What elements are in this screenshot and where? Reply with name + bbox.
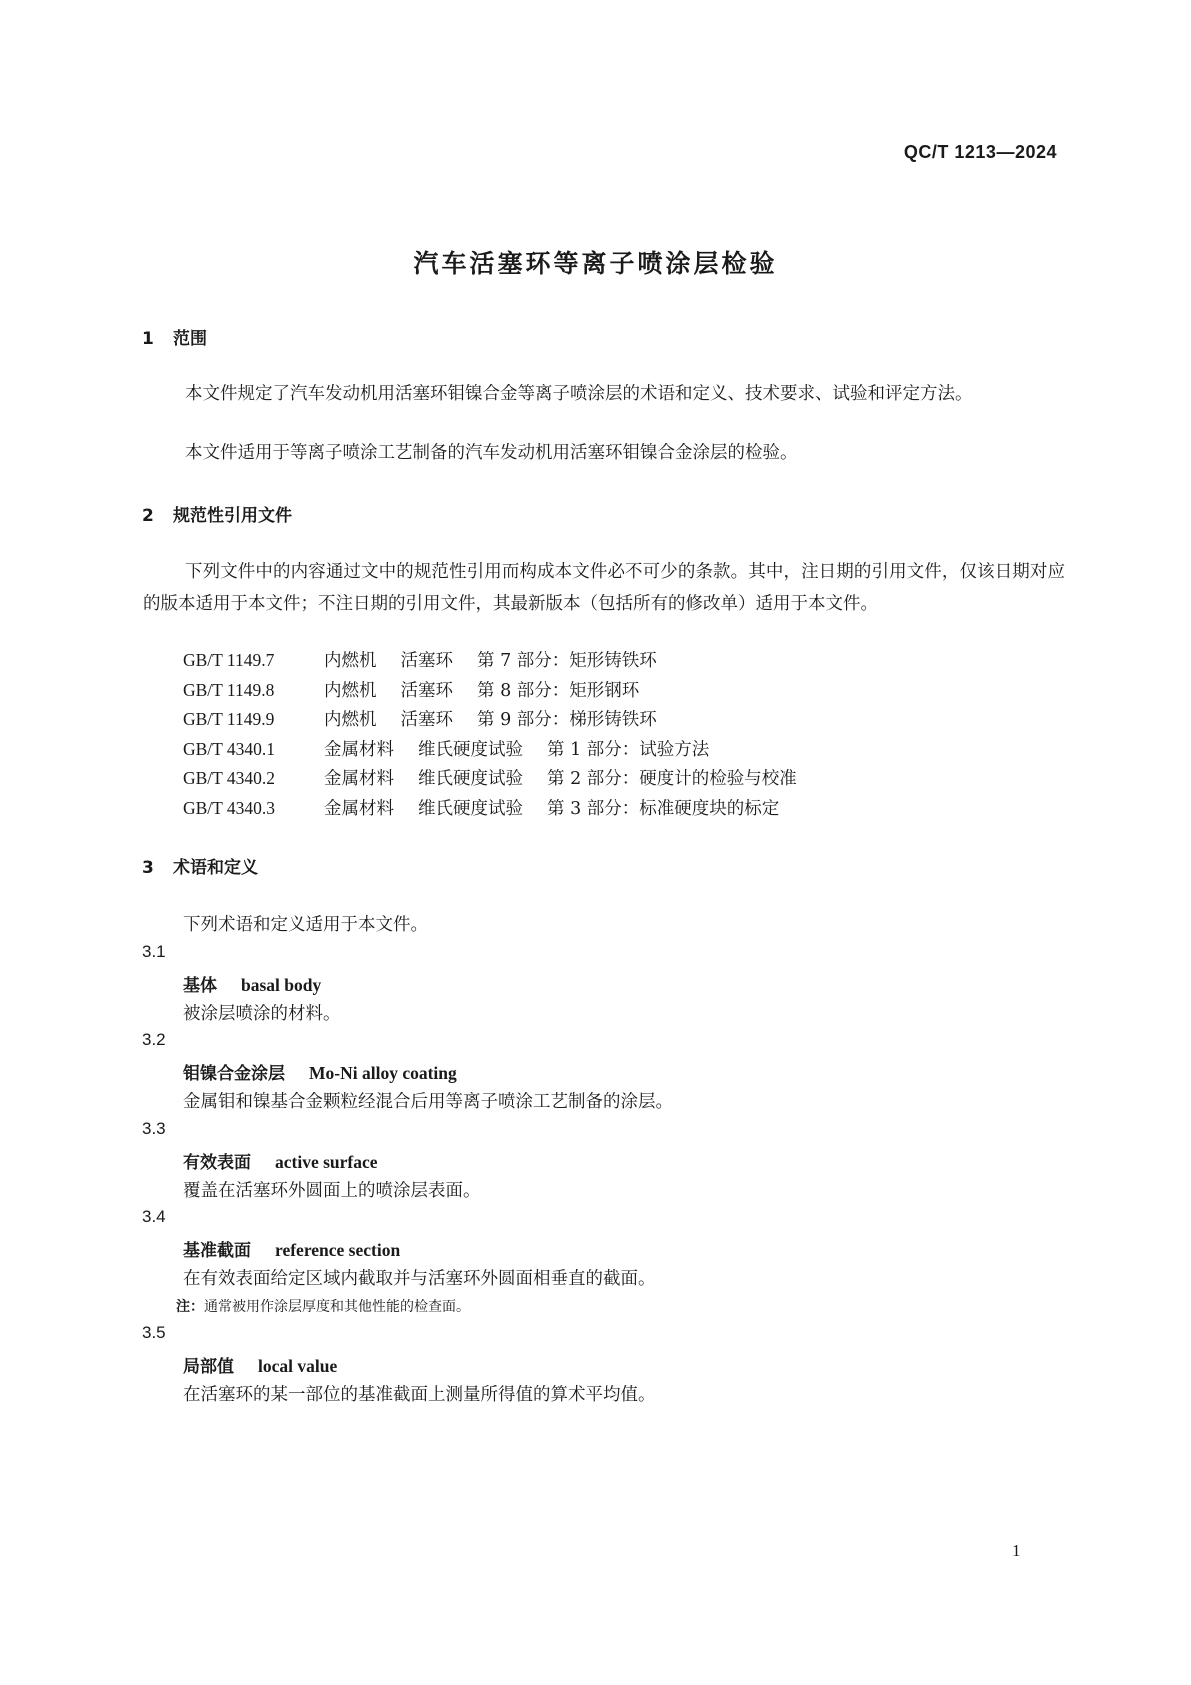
ref-code: GB/T 1149.7 <box>183 650 275 670</box>
section-heading-scope <box>142 324 207 349</box>
ref-code: GB/T 4340.1 <box>183 739 276 759</box>
normative-intro-text: 下列文件中的内容通过文中的规范性引用而构成本文件必不可少的条款。其中，注日期的引用文件，仅该日期对应的版本适用于本文件；不注日期的引用文件，其最新版本（包括所有的修改单）适用于本文件。 <box>143 562 1065 614</box>
terms-intro: 下列术语和定义适用于本文件。 <box>183 915 428 935</box>
term-number: 3.4 <box>142 1207 166 1226</box>
ref-title-part3: 第 2 部分：硬度计的检验与校准 <box>547 769 797 789</box>
ref-title-part1: 金属材料 <box>324 799 394 819</box>
ref-code: GB/T 4340.3 <box>183 798 276 818</box>
term-english: basal body <box>241 975 322 995</box>
ref-title-part2: 维氏硬度试验 <box>418 740 523 760</box>
term-english: Mo-Ni alloy coating <box>309 1063 457 1083</box>
term-chinese: 局部值 <box>183 1357 234 1377</box>
ref-title-part3: 第 9 部分：梯形铸铁环 <box>477 710 657 730</box>
normative-intro-paragraph <box>143 556 1065 620</box>
scope-text-2: 本文件适用于等离子喷涂工艺制备的汽车发动机用活塞环钼镍合金涂层的检验。 <box>185 443 798 463</box>
ref-title-part2: 活塞环 <box>400 651 453 671</box>
ref-code: GB/T 4340.2 <box>183 768 276 788</box>
section-title: 范围 <box>173 329 207 349</box>
ref-title-part2: 活塞环 <box>400 710 453 730</box>
term-chinese: 基准截面 <box>183 1241 251 1261</box>
ref-title-part3: 第 3 部分：标准硬度块的标定 <box>547 799 780 819</box>
ref-title-part1: 金属材料 <box>324 740 394 760</box>
normative-ref-item <box>183 706 657 731</box>
term-entry <box>183 1352 337 1377</box>
ref-code: GB/T 1149.9 <box>183 709 275 729</box>
ref-title-part1: 内燃机 <box>324 651 377 671</box>
ref-title-part3: 第 1 部分：试验方法 <box>547 740 710 760</box>
term-number: 3.1 <box>142 942 166 961</box>
term-english: reference section <box>275 1240 401 1260</box>
section-heading-normative <box>142 501 292 526</box>
normative-ref-item <box>183 677 639 702</box>
term-definition: 在活塞环的某一部位的基准截面上测量所得值的算术平均值。 <box>183 1385 656 1405</box>
normative-ref-item <box>183 795 779 820</box>
ref-title-part2: 维氏硬度试验 <box>418 769 523 789</box>
scope-text-1: 本文件规定了汽车发动机用活塞环钼镍合金等离子喷涂层的术语和定义、技术要求、试验和评定方法。 <box>185 384 973 404</box>
standard-number: QC/T 1213—2024 <box>903 142 1057 162</box>
term-number: 3.2 <box>142 1030 166 1049</box>
term-english: local value <box>258 1356 338 1376</box>
ref-code: GB/T 1149.8 <box>183 680 275 700</box>
term-entry <box>183 971 321 996</box>
term-entry <box>183 1148 378 1173</box>
term-note <box>176 1296 470 1316</box>
scope-paragraph-2 <box>143 437 1065 469</box>
scope-paragraph-1 <box>143 378 1065 410</box>
ref-title-part2: 活塞环 <box>400 681 453 701</box>
term-chinese: 基体 <box>183 976 217 996</box>
ref-title-part3: 第 7 部分：矩形铸铁环 <box>477 651 657 671</box>
term-entry <box>183 1059 457 1084</box>
normative-ref-item <box>183 736 709 761</box>
note-label: 注： <box>176 1299 204 1315</box>
normative-ref-item <box>183 647 657 672</box>
section-number: 2 <box>142 506 154 526</box>
document-title: 汽车活塞环等离子喷涂层检验 <box>413 249 778 278</box>
term-number: 3.3 <box>142 1119 166 1138</box>
term-definition: 金属钼和镍基合金颗粒经混合后用等离子喷涂工艺制备的涂层。 <box>183 1092 673 1112</box>
ref-title-part1: 内燃机 <box>324 710 377 730</box>
term-chinese: 钼镍合金涂层 <box>183 1064 285 1084</box>
section-number: 3 <box>142 858 154 878</box>
ref-title-part1: 金属材料 <box>324 769 394 789</box>
section-title: 规范性引用文件 <box>173 506 292 526</box>
ref-title-part3: 第 8 部分：矩形钢环 <box>477 681 640 701</box>
term-number: 3.5 <box>142 1323 166 1342</box>
page-number: 1 <box>1012 1541 1021 1560</box>
term-definition: 覆盖在活塞环外圆面上的喷涂层表面。 <box>183 1181 481 1201</box>
section-title: 术语和定义 <box>173 858 258 878</box>
normative-ref-item <box>183 765 797 790</box>
section-number: 1 <box>142 329 154 349</box>
term-definition: 在有效表面给定区域内截取并与活塞环外圆面相垂直的截面。 <box>183 1269 656 1289</box>
term-entry <box>183 1236 400 1261</box>
term-chinese: 有效表面 <box>183 1153 251 1173</box>
term-definition: 被涂层喷涂的材料。 <box>183 1004 341 1024</box>
term-english: active surface <box>275 1152 378 1172</box>
section-heading-terms <box>142 853 258 878</box>
ref-title-part1: 内燃机 <box>324 681 377 701</box>
note-text: 通常被用作涂层厚度和其他性能的检查面。 <box>204 1299 470 1315</box>
ref-title-part2: 维氏硬度试验 <box>418 799 523 819</box>
